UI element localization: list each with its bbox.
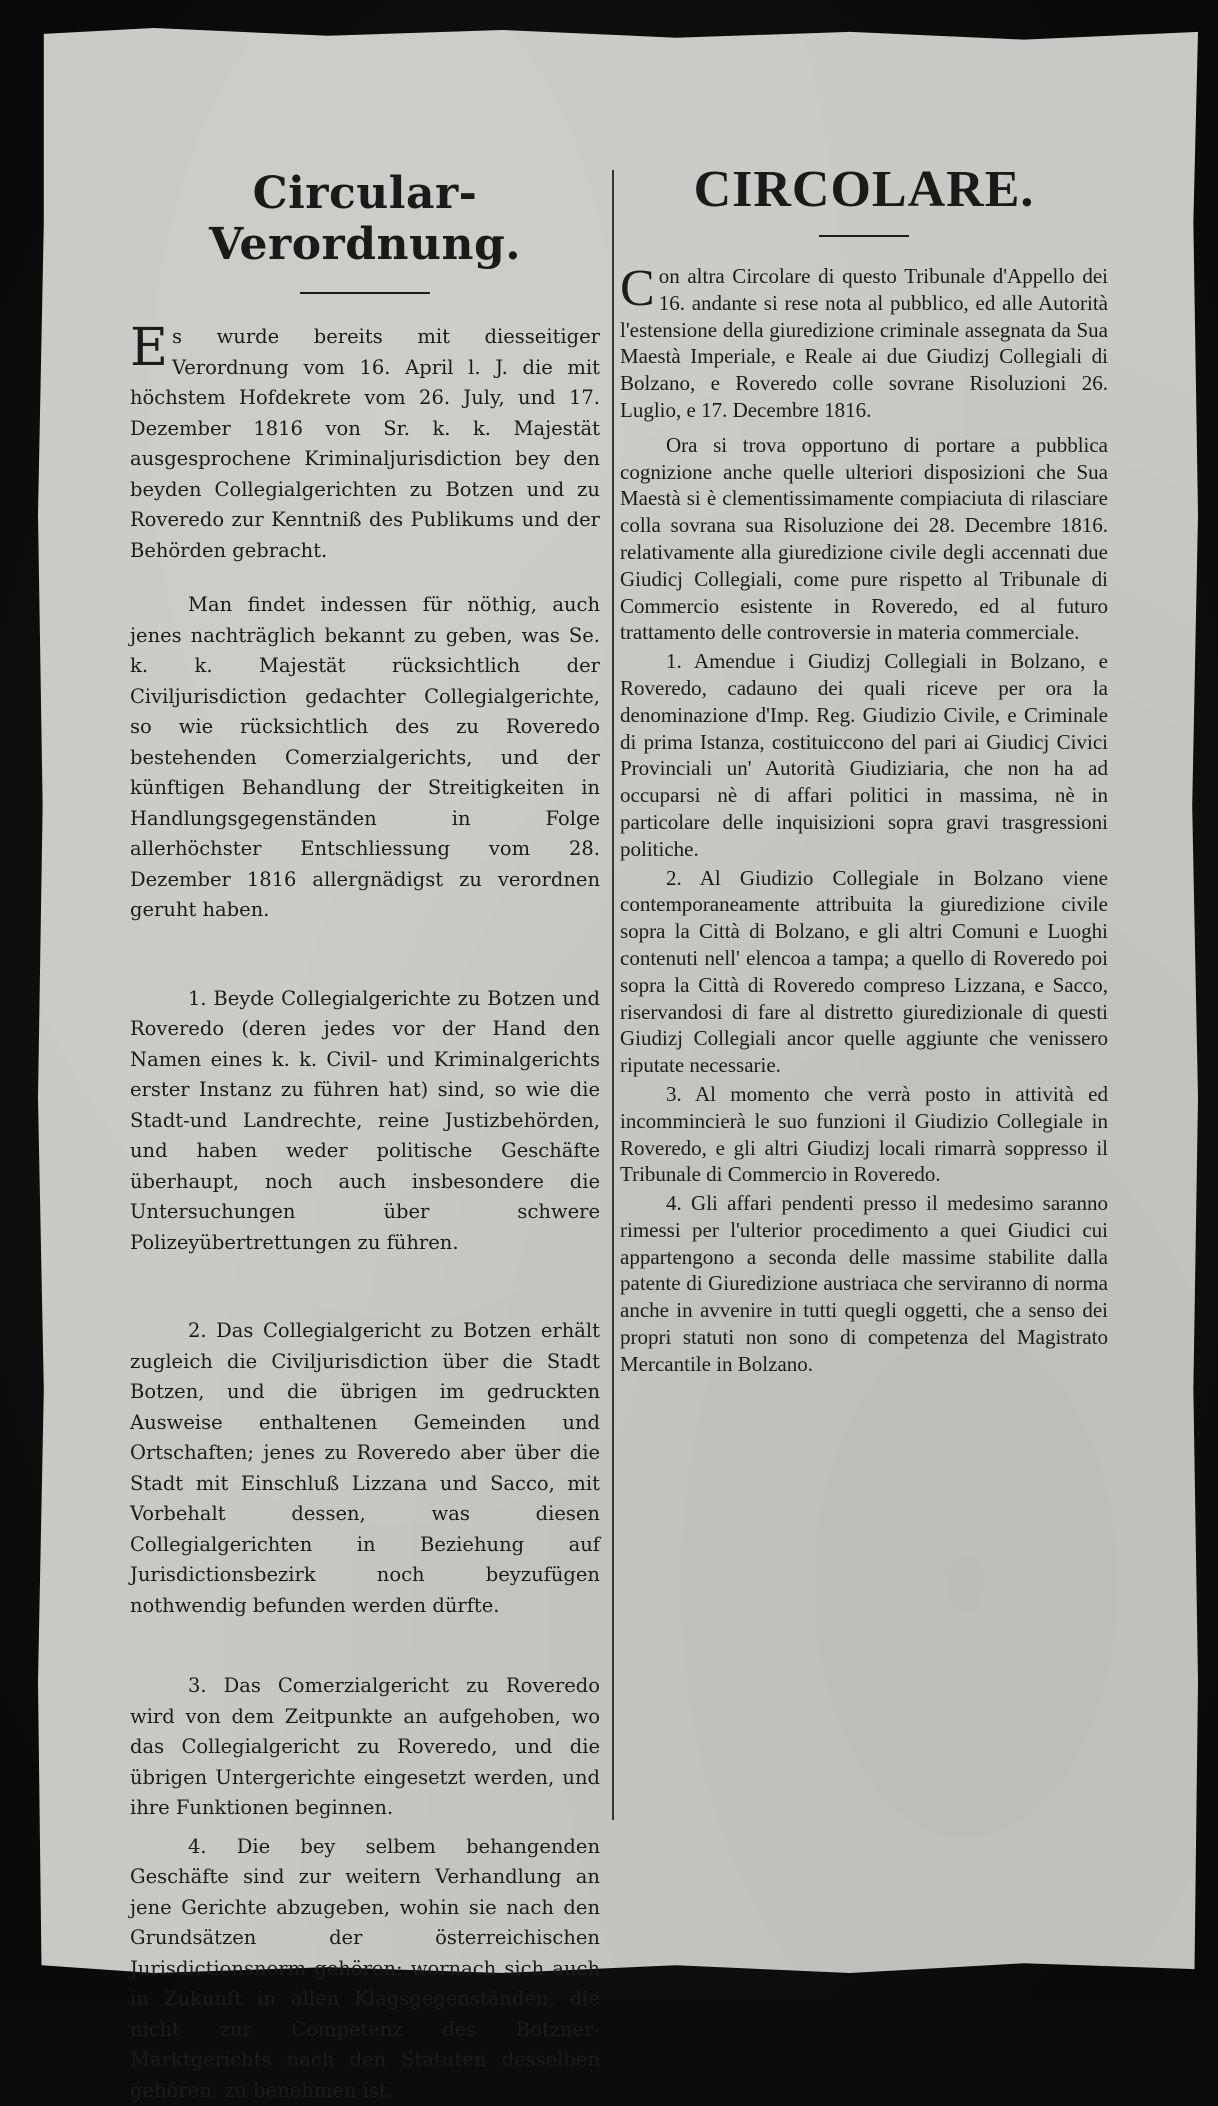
german-column bbox=[130, 160, 600, 2106]
german-intro-text: s wurde bereits mit diesseitiger Verordnung vom 16. April l. J. die mit höchstem Hofdekrete vom 26. July, und 17. Dezember 1816 von Sr. k. k. Majestät ausgesprochene Kriminaljurisdiction bey den beyden Collegialgerichten zu Botzen und zu Roveredo zur Kenntniß des Publikums und der Behörden gebracht. bbox=[130, 325, 600, 562]
italian-section-4: 4. Gli affari pendenti presso il medesimo saranno rimessi per l'ulterior procedimento a quei Giudici cui appartengono a seconda delle massime stabilite dalla patente di Giuredizione austriaca che serviranno di norma anche in avvenire in tutti quegli oggetti, che a senso dei propri statuti non sono di competenza del Magistrato Mercantile in Bolzano. bbox=[620, 1190, 1108, 1378]
italian-section-3: 3. Al momento che verrà posto in attività ed incommincierà le suo funzioni il Giudizio Collegiale in Roveredo, e gli altri Giudizj locali rimarrà soppresso il Tribunale di Commercio in Roveredo. bbox=[620, 1081, 1108, 1188]
german-section-1: 1. Beyde Collegialgerichte zu Botzen und Roveredo (deren jedes vor der Hand den Namen eines k. k. Civil- und Kriminalgerichts erster Instanz zu führen hat) sind, so wie die Stadt-und Landrechte, reine Justizbehörden, und haben weder politische Geschäfte überhaupt, noch auch insbesondere die Untersuchungen über schwere Polizeyübertrettungen zu führen. bbox=[130, 984, 600, 1259]
italian-column bbox=[620, 160, 1108, 1378]
german-section-3: 3. Das Comerzialgericht zu Roveredo wird von dem Zeitpunkte an aufgehoben, wo das Collegialgericht zu Roveredo, und die übrigen Untergerichte eingesetzt werden, und ihre Funktionen beginnen. bbox=[130, 1671, 600, 1824]
italian-title-rule bbox=[819, 235, 909, 237]
german-section-4: 4. Die bey selbem behangenden Geschäfte sind zur weitern Verhandlung an jene Gerichte abzugeben, wohin sie nach den Grundsätzen der österreichischen Jurisdictionsnorm gehören: wornach sich auch in Zukunft in allen Klagsgegenständen, die nicht zur Competenz des Botzner-Marktgerichts nach den Statuten desselben gehören, zu benehmen ist. bbox=[130, 1832, 600, 2106]
italian-section-2: 2. Al Giudizio Collegiale in Bolzano viene contemporaneamente attribuita la giuredizione civile sopra la Città di Bolzano, e gli altri Comuni e Luoghi contenuti nell' elencoa a tampa; a quello di Roveredo poi sopra la Città di Roveredo compreso Lizzana, e Sacco, riservandosi di fare al distretto giuredizionale di questi Giudizj Collegiali ancor quelle aggiunte che venissero riputate necessarie. bbox=[620, 865, 1108, 1079]
german-dropcap: E bbox=[130, 322, 172, 370]
german-title-rule bbox=[300, 292, 430, 294]
italian-paragraph-2: Ora si trova opportuno di portare a pubblica cognizione anche quelle ulteriori disposizioni che Sua Maestà si è clementissimamente compiaciuta di rilasciare colla sovrana sua Risoluzione dei 28. Decembre 1816. relativamente alla giuredizione civile degli accennati due Giudicj Collegiali, come pure rispetto al Tribunale di Commercio esistente in Roveredo, ed al futuro trattamento delle controversie in materia commerciale. bbox=[620, 432, 1108, 646]
german-section-2: 2. Das Collegialgericht zu Botzen erhält zugleich die Civiljurisdiction über die Stadt Botzen, und die übrigen im gedruckten Ausweise enthaltenen Gemeinden und Ortschaften; jenes zu Roveredo aber über die Stadt mit Einschluß Lizzana und Sacco, mit Vorbehalt dessen, was diesen Collegialgerichten in Beziehung auf Jurisdictionsbezirk noch beyzufügen nothwendig befunden werden dürfte. bbox=[130, 1316, 600, 1621]
italian-intro-text: on altra Circolare di questo Tribunale d'Appello dei 16. andante si rese nota al pubblico, ed alle Autorità l'estensione della giuredizione criminale assegnata da Sua Maestà Imperiale, e Reale ai due Giudizj Collegiali di Bolzano, e Roveredo colle sovrane Risoluzioni 26. Luglio, e 17. Decembre 1816. bbox=[620, 264, 1108, 422]
column-divider bbox=[612, 170, 614, 1820]
italian-title: CIRCOLARE. bbox=[620, 160, 1108, 219]
german-paragraph-2: Man findet indessen für nöthig, auch jenes nachträglich bekannt zu geben, was Se. k. k. Majestät rücksichtlich der Civiljurisdiction gedachter Collegialgerichte, so wie rücksichtlich des zu Roveredo bestehenden Comerzialgerichts, und der künftigen Behandlung der Streitigkeiten in Handlungsgegenständen in Folge allerhöchster Entschliessung vom 28. Dezember 1816 allergnädigst zu verordnen geruht haben. bbox=[130, 590, 600, 926]
italian-intro-paragraph bbox=[620, 263, 1108, 424]
german-intro-paragraph bbox=[130, 322, 600, 566]
german-title: Circular-Verordnung. bbox=[130, 160, 600, 270]
italian-dropcap: C bbox=[620, 263, 659, 311]
italian-section-1: 1. Amendue i Giudizj Collegiali in Bolzano, e Roveredo, cadauno dei quali riceve per ora la denominazione d'Imp. Reg. Giudizio Civile, e Criminale di prima Istanza, costituiccono del pari ai Giudicj Civici Provinciali un' Autorità Giudiziaria, che non ha ad occuparsi nè di affari politici in massima, nè in particolare delle inquisizioni sopra gravi trasgressioni politiche. bbox=[620, 648, 1108, 862]
